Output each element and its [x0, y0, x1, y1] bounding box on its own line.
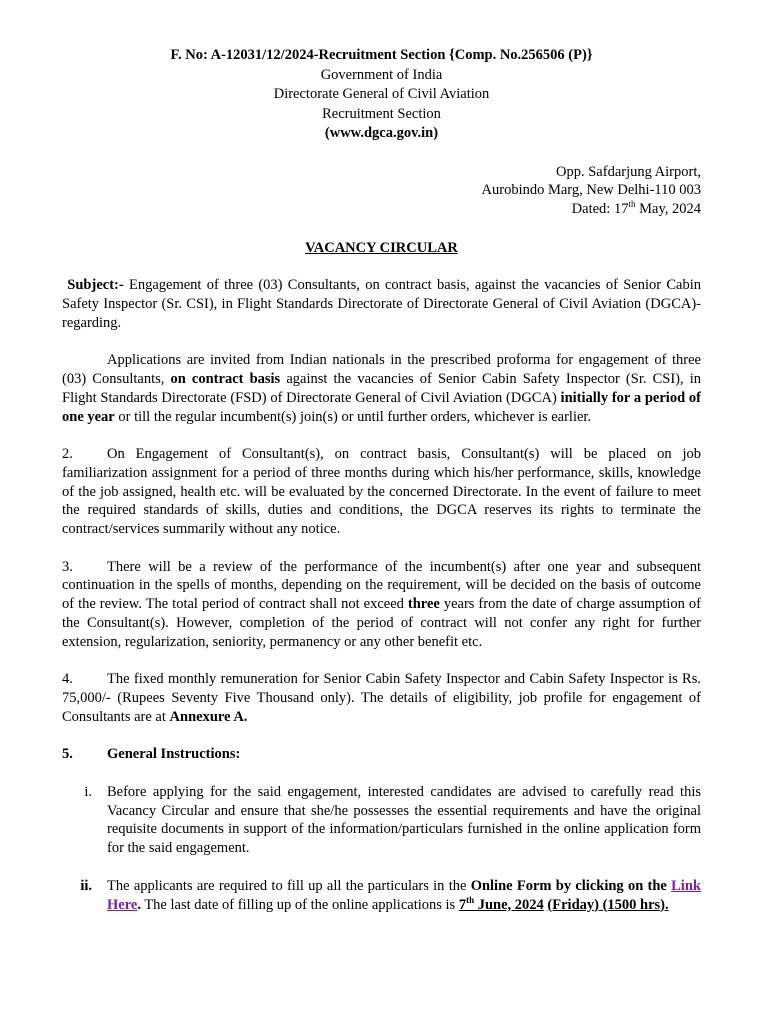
instruction-item-i: [62, 783, 701, 858]
deadline-day: 7: [458, 896, 467, 913]
item-ii-text-1: The applicants are required to fill up all the particulars in the: [107, 877, 471, 894]
item-i-number: i.: [84, 784, 92, 801]
paragraph-3-number: 3.: [62, 558, 73, 575]
item-ii-bold: Online Form by clicking on the: [470, 877, 672, 894]
item-ii-text-2: The last date of filling up of the online applications is: [140, 896, 459, 913]
intro-text-2: against the vacancies of Senior Cabin Safety Inspector (Sr. CSI), in Flight Standards Directorate (FSD) of Directorate General of Civil Aviation (DGCA): [62, 371, 701, 406]
general-heading-text: General Instructions:: [107, 746, 241, 763]
item-i-text: Before applying for the said engagement, interested candidates are advised to carefully read this Vacancy Circular and ensure that she/he possesses the essential requirements and have the original requisite documents in support of the information/particulars furnished in the online application form for the said engagement.: [107, 784, 701, 857]
address-line-1: Opp. Safdarjung Airport,: [556, 163, 701, 180]
instruction-item-ii: [62, 877, 701, 914]
annexure-reference: Annexure A.: [169, 708, 248, 725]
address-block: [62, 163, 701, 219]
subject-paragraph: [62, 276, 701, 332]
header-government: Government of India: [320, 66, 443, 83]
file-number: F. No: A-12031/12/2024-Recruitment Section {Comp. No.256506 (P)}: [170, 47, 593, 63]
general-instructions-heading: [62, 745, 701, 764]
intro-text-3: or till the regular incumbent(s) join(s) or until further orders, whichever is earlier.: [114, 408, 592, 425]
apply-link[interactable]: Link Here: [107, 877, 701, 913]
deadline-time: (Friday) (1500 hrs).: [547, 896, 669, 913]
paragraph-2: [62, 445, 701, 539]
paragraph-3-text-2: years from the date of charge assumption of the Consultant(s). However, completion of the period of contract will not confer any right for further extension, regularization, seniority, permanency or any other benefit etc.: [62, 596, 702, 650]
intro-text-1: Applications are invited from Indian nationals in the prescribed proforma for engagement of three (03) Consultants,: [62, 352, 701, 388]
item-ii-period: .: [137, 896, 141, 913]
item-ii-number: ii.: [80, 877, 92, 894]
subject-text: Engagement of three (03) Consultants, on contract basis, against the vacancies of Senior Cabin Safety Inspector (Sr. CSI), in Flight Standards Directorate of Directorate General of Civil Aviation (DGCA)-regarding.: [62, 277, 701, 331]
paragraph-4-number: 4.: [62, 671, 73, 688]
intro-bold-2: initially for a period of one year: [62, 389, 701, 425]
date-line: [62, 200, 701, 219]
date-prefix: Dated: 17: [571, 200, 629, 217]
header-directorate: Directorate General of Civil Aviation: [273, 86, 490, 102]
intro-bold-1: on contract basis: [170, 371, 281, 388]
paragraph-4-text: The fixed monthly remuneration for Senior Cabin Safety Inspector and Cabin Safety Inspector is Rs. 75,000/- (Rupees Seventy Five Thousand only). The details of eligibility, job profile for engagement of Consultants are at: [62, 671, 701, 725]
general-number: 5.: [62, 746, 73, 763]
deadline-date: [458, 894, 544, 913]
paragraph-3-bold: three: [407, 596, 440, 613]
paragraph-2-number: 2.: [62, 446, 73, 463]
circular-title: VACANCY CIRCULAR: [305, 239, 458, 256]
paragraph-4: [62, 670, 701, 726]
subject-label: Subject:-: [67, 277, 124, 294]
intro-paragraph: [62, 351, 701, 426]
paragraph-3-text-1: There will be a review of the performance of the incumbent(s) after one year and subsequent continuation in the spells of months, depending on the requirement, will be decided on the basis of outcome of the review. The total period of contract shall not exceed: [62, 558, 701, 613]
paragraph-2-text: On Engagement of Consultant(s), on contract basis, Consultant(s) will be placed on job familiarization assignment for a period of three months during which his/her performance, skills, knowledge of the job assigned, health etc. will be evaluated by the concerned Directorate. In the event of failure to meet the required standards of skills, duties and conditions, the DGCA reserves its rights to terminate the contract/services summarily without any notice.: [62, 446, 701, 538]
paragraph-3: [62, 558, 701, 652]
address-line-2: Aurobindo Marg, New Delhi-110 003: [481, 182, 701, 199]
date-sup: th: [628, 199, 636, 210]
header-section: Recruitment Section: [322, 105, 441, 122]
header-website: (www.dgca.gov.in): [324, 125, 439, 141]
deadline-sup: th: [466, 894, 475, 905]
date-suffix: May, 2024: [635, 200, 701, 217]
deadline-rest: June, 2024: [474, 896, 544, 913]
